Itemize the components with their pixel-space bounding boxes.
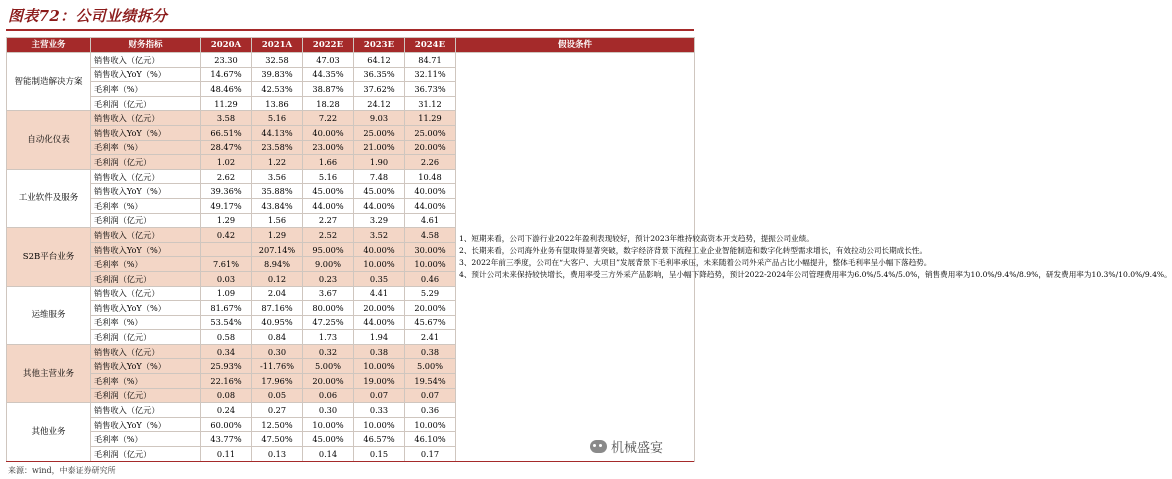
value-cell: 44.35% <box>303 67 354 82</box>
assumption-item: 2、长期来看，公司海外业务有望取得显著突破，数字经济背景下流程工业企业智能制造和数字化转型需求增长，有效拉动公司长期成长性。 <box>459 245 928 255</box>
value-cell: 0.27 <box>252 403 303 418</box>
header-cell: 2023E <box>354 38 405 53</box>
value-cell: 9.00% <box>303 257 354 272</box>
value-cell: 1.02 <box>201 155 252 170</box>
value-cell: 10.48 <box>405 169 456 184</box>
value-cell: 0.58 <box>201 330 252 345</box>
value-cell: 0.13 <box>252 447 303 462</box>
value-cell: 32.58 <box>252 53 303 68</box>
value-cell: 38.87% <box>303 82 354 97</box>
value-cell: 40.00% <box>303 125 354 140</box>
value-cell: 44.13% <box>252 125 303 140</box>
value-cell: 3.52 <box>354 228 405 243</box>
value-cell: 47.25% <box>303 315 354 330</box>
value-cell: 0.08 <box>201 388 252 403</box>
metric-label: 毛利率（%） <box>91 198 201 213</box>
value-cell: 0.36 <box>405 403 456 418</box>
value-cell: 0.34 <box>201 344 252 359</box>
wechat-icon <box>590 440 607 453</box>
value-cell: 4.41 <box>354 286 405 301</box>
value-cell: 39.83% <box>252 67 303 82</box>
value-cell: 45.00% <box>303 432 354 447</box>
value-cell: 64.12 <box>354 53 405 68</box>
value-cell: 0.84 <box>252 330 303 345</box>
value-cell: 19.00% <box>354 374 405 389</box>
metric-label: 毛利率（%） <box>91 432 201 447</box>
metric-label: 销售收入（亿元） <box>91 53 201 68</box>
metric-label: 销售收入YoY（%） <box>91 359 201 374</box>
segment-name: 工业软件及服务 <box>7 169 91 227</box>
value-cell: 13.86 <box>252 96 303 111</box>
source-note: 来源：wind，中泰证券研究所 <box>8 466 116 475</box>
value-cell: 3.58 <box>201 111 252 126</box>
value-cell: 60.00% <box>201 417 252 432</box>
value-cell: 44.00% <box>354 198 405 213</box>
value-cell <box>201 242 252 257</box>
value-cell: 2.62 <box>201 169 252 184</box>
header-cell: 2021A <box>252 38 303 53</box>
value-cell: 44.00% <box>354 315 405 330</box>
value-cell: 39.36% <box>201 184 252 199</box>
metric-label: 销售收入（亿元） <box>91 286 201 301</box>
value-cell: 2.04 <box>252 286 303 301</box>
value-cell: 7.22 <box>303 111 354 126</box>
value-cell: 0.07 <box>405 388 456 403</box>
metric-label: 毛利润（亿元） <box>91 213 201 228</box>
value-cell: 2.27 <box>303 213 354 228</box>
value-cell: 0.05 <box>252 388 303 403</box>
value-cell: 81.67% <box>201 301 252 316</box>
value-cell: 1.73 <box>303 330 354 345</box>
value-cell: 20.00% <box>405 301 456 316</box>
value-cell: 40.95% <box>252 315 303 330</box>
value-cell: 0.33 <box>354 403 405 418</box>
value-cell: 25.00% <box>405 125 456 140</box>
value-cell: 0.15 <box>354 447 405 462</box>
figure-title: 图表72：公司业绩拆分 <box>8 7 168 25</box>
value-cell: 80.00% <box>303 301 354 316</box>
watermark-text: 机械盛宴 <box>611 441 664 456</box>
watermark <box>590 437 663 456</box>
value-cell: 0.35 <box>354 271 405 286</box>
value-cell: 87.16% <box>252 301 303 316</box>
value-cell: 37.62% <box>354 82 405 97</box>
value-cell: 0.07 <box>354 388 405 403</box>
value-cell: 10.00% <box>354 359 405 374</box>
value-cell: 0.30 <box>303 403 354 418</box>
value-cell: 10.00% <box>303 417 354 432</box>
value-cell: 0.14 <box>303 447 354 462</box>
value-cell: 45.67% <box>405 315 456 330</box>
value-cell: 1.90 <box>354 155 405 170</box>
value-cell: 5.29 <box>405 286 456 301</box>
value-cell: 43.84% <box>252 198 303 213</box>
metric-label: 销售收入YoY（%） <box>91 125 201 140</box>
value-cell: 4.61 <box>405 213 456 228</box>
value-cell: 84.71 <box>405 53 456 68</box>
value-cell: 2.41 <box>405 330 456 345</box>
value-cell: 36.73% <box>405 82 456 97</box>
value-cell: 25.93% <box>201 359 252 374</box>
segment-name: 自动化仪表 <box>7 111 91 169</box>
metric-label: 销售收入（亿元） <box>91 228 201 243</box>
value-cell: 2.52 <box>303 228 354 243</box>
value-cell: 0.11 <box>201 447 252 462</box>
value-cell: 3.56 <box>252 169 303 184</box>
header-cell: 主营业务 <box>7 38 91 53</box>
value-cell: 14.67% <box>201 67 252 82</box>
title-divider <box>6 29 694 31</box>
value-cell: 0.38 <box>405 344 456 359</box>
metric-label: 毛利率（%） <box>91 257 201 272</box>
value-cell: 23.00% <box>303 140 354 155</box>
metric-label: 毛利率（%） <box>91 374 201 389</box>
value-cell: 11.29 <box>405 111 456 126</box>
metric-label: 毛利率（%） <box>91 82 201 97</box>
metric-label: 毛利率（%） <box>91 315 201 330</box>
metric-label: 销售收入YoY（%） <box>91 301 201 316</box>
value-cell: 23.30 <box>201 53 252 68</box>
metric-label: 毛利率（%） <box>91 140 201 155</box>
value-cell: 10.00% <box>354 417 405 432</box>
table-header-row <box>7 38 695 53</box>
value-cell: 8.94% <box>252 257 303 272</box>
header-cell: 2020A <box>201 38 252 53</box>
value-cell: 66.51% <box>201 125 252 140</box>
segment-name: S2B平台业务 <box>7 228 91 286</box>
table-row <box>7 53 695 68</box>
value-cell: 24.12 <box>354 96 405 111</box>
metric-label: 销售收入YoY（%） <box>91 184 201 199</box>
value-cell: 45.00% <box>354 184 405 199</box>
value-cell: 0.30 <box>252 344 303 359</box>
value-cell: 2.26 <box>405 155 456 170</box>
value-cell: 44.00% <box>303 198 354 213</box>
value-cell: 53.54% <box>201 315 252 330</box>
value-cell: -11.76% <box>252 359 303 374</box>
value-cell: 5.16 <box>303 169 354 184</box>
metric-label: 销售收入（亿元） <box>91 403 201 418</box>
value-cell: 10.00% <box>405 417 456 432</box>
metric-label: 毛利润（亿元） <box>91 155 201 170</box>
value-cell: 1.29 <box>201 213 252 228</box>
segment-name: 运维服务 <box>7 286 91 344</box>
value-cell: 5.00% <box>405 359 456 374</box>
value-cell: 0.03 <box>201 271 252 286</box>
value-cell: 5.16 <box>252 111 303 126</box>
value-cell: 46.57% <box>354 432 405 447</box>
value-cell: 31.12 <box>405 96 456 111</box>
value-cell: 22.16% <box>201 374 252 389</box>
assumption-item: 1、短期来看，公司下游行业2022年盈利表现较好，预计2023年维持较高资本开支趋势，提振公司业绩。 <box>459 233 814 243</box>
value-cell: 0.12 <box>252 271 303 286</box>
value-cell: 3.29 <box>354 213 405 228</box>
value-cell: 0.32 <box>303 344 354 359</box>
value-cell: 10.00% <box>354 257 405 272</box>
value-cell: 0.06 <box>303 388 354 403</box>
value-cell: 44.00% <box>405 198 456 213</box>
metric-label: 毛利润（亿元） <box>91 271 201 286</box>
value-cell: 0.42 <box>201 228 252 243</box>
header-cell: 假设条件 <box>456 38 695 53</box>
metric-label: 毛利润（亿元） <box>91 96 201 111</box>
value-cell: 48.46% <box>201 82 252 97</box>
value-cell: 17.96% <box>252 374 303 389</box>
value-cell: 9.03 <box>354 111 405 126</box>
metric-label: 销售收入（亿元） <box>91 111 201 126</box>
value-cell: 49.17% <box>201 198 252 213</box>
value-cell: 3.67 <box>303 286 354 301</box>
value-cell: 47.03 <box>303 53 354 68</box>
segment-name: 智能制造解决方案 <box>7 53 91 111</box>
value-cell: 0.17 <box>405 447 456 462</box>
value-cell: 12.50% <box>252 417 303 432</box>
value-cell: 1.22 <box>252 155 303 170</box>
metric-label: 毛利润（亿元） <box>91 388 201 403</box>
footer-divider <box>6 461 694 462</box>
header-cell: 2022E <box>303 38 354 53</box>
value-cell: 36.35% <box>354 67 405 82</box>
metric-label: 销售收入YoY（%） <box>91 417 201 432</box>
value-cell: 4.58 <box>405 228 456 243</box>
value-cell: 1.09 <box>201 286 252 301</box>
assumptions-cell <box>456 53 1172 462</box>
value-cell: 1.56 <box>252 213 303 228</box>
value-cell: 40.00% <box>405 184 456 199</box>
value-cell: 1.29 <box>252 228 303 243</box>
assumption-item: 3、2022年前三季度，公司在“大客户、大项目”发展背景下毛利率承压，未来随着公司外采产品占比小幅提升，整体毛利率呈小幅下落趋势。 <box>459 257 932 267</box>
segment-name: 其他业务 <box>7 403 91 461</box>
assumption-item: 4、预计公司未来保持较快增长，费用率受三方外采产品影响，呈小幅下降趋势，预计2022-2024年公司管理费用率为6.0%/5.4%/5.0%，销售费用率为10.0%/9.4%/8.9%，研发费用率为10.3%/10.0%/9.4%。 <box>459 269 1172 279</box>
header-cell: 2024E <box>405 38 456 53</box>
header-cell: 财务指标 <box>91 38 201 53</box>
value-cell: 20.00% <box>303 374 354 389</box>
value-cell: 7.61% <box>201 257 252 272</box>
segment-name: 其他主营业务 <box>7 344 91 402</box>
financial-table <box>6 37 1172 462</box>
metric-label: 销售收入（亿元） <box>91 169 201 184</box>
value-cell: 23.58% <box>252 140 303 155</box>
value-cell: 20.00% <box>405 140 456 155</box>
value-cell: 45.00% <box>303 184 354 199</box>
metric-label: 毛利润（亿元） <box>91 330 201 345</box>
metric-label: 毛利润（亿元） <box>91 447 201 462</box>
value-cell: 35.88% <box>252 184 303 199</box>
value-cell: 43.77% <box>201 432 252 447</box>
value-cell: 40.00% <box>354 242 405 257</box>
value-cell: 1.66 <box>303 155 354 170</box>
metric-label: 销售收入YoY（%） <box>91 242 201 257</box>
value-cell: 0.38 <box>354 344 405 359</box>
value-cell: 46.10% <box>405 432 456 447</box>
value-cell: 0.23 <box>303 271 354 286</box>
value-cell: 95.00% <box>303 242 354 257</box>
value-cell: 5.00% <box>303 359 354 374</box>
value-cell: 25.00% <box>354 125 405 140</box>
value-cell: 28.47% <box>201 140 252 155</box>
value-cell: 20.00% <box>354 301 405 316</box>
metric-label: 销售收入YoY（%） <box>91 67 201 82</box>
value-cell: 11.29 <box>201 96 252 111</box>
metric-label: 销售收入（亿元） <box>91 344 201 359</box>
value-cell: 0.24 <box>201 403 252 418</box>
value-cell: 1.94 <box>354 330 405 345</box>
value-cell: 42.53% <box>252 82 303 97</box>
value-cell: 30.00% <box>405 242 456 257</box>
value-cell: 207.14% <box>252 242 303 257</box>
value-cell: 19.54% <box>405 374 456 389</box>
value-cell: 10.00% <box>405 257 456 272</box>
value-cell: 7.48 <box>354 169 405 184</box>
value-cell: 47.50% <box>252 432 303 447</box>
value-cell: 18.28 <box>303 96 354 111</box>
value-cell: 32.11% <box>405 67 456 82</box>
value-cell: 21.00% <box>354 140 405 155</box>
value-cell: 0.46 <box>405 271 456 286</box>
